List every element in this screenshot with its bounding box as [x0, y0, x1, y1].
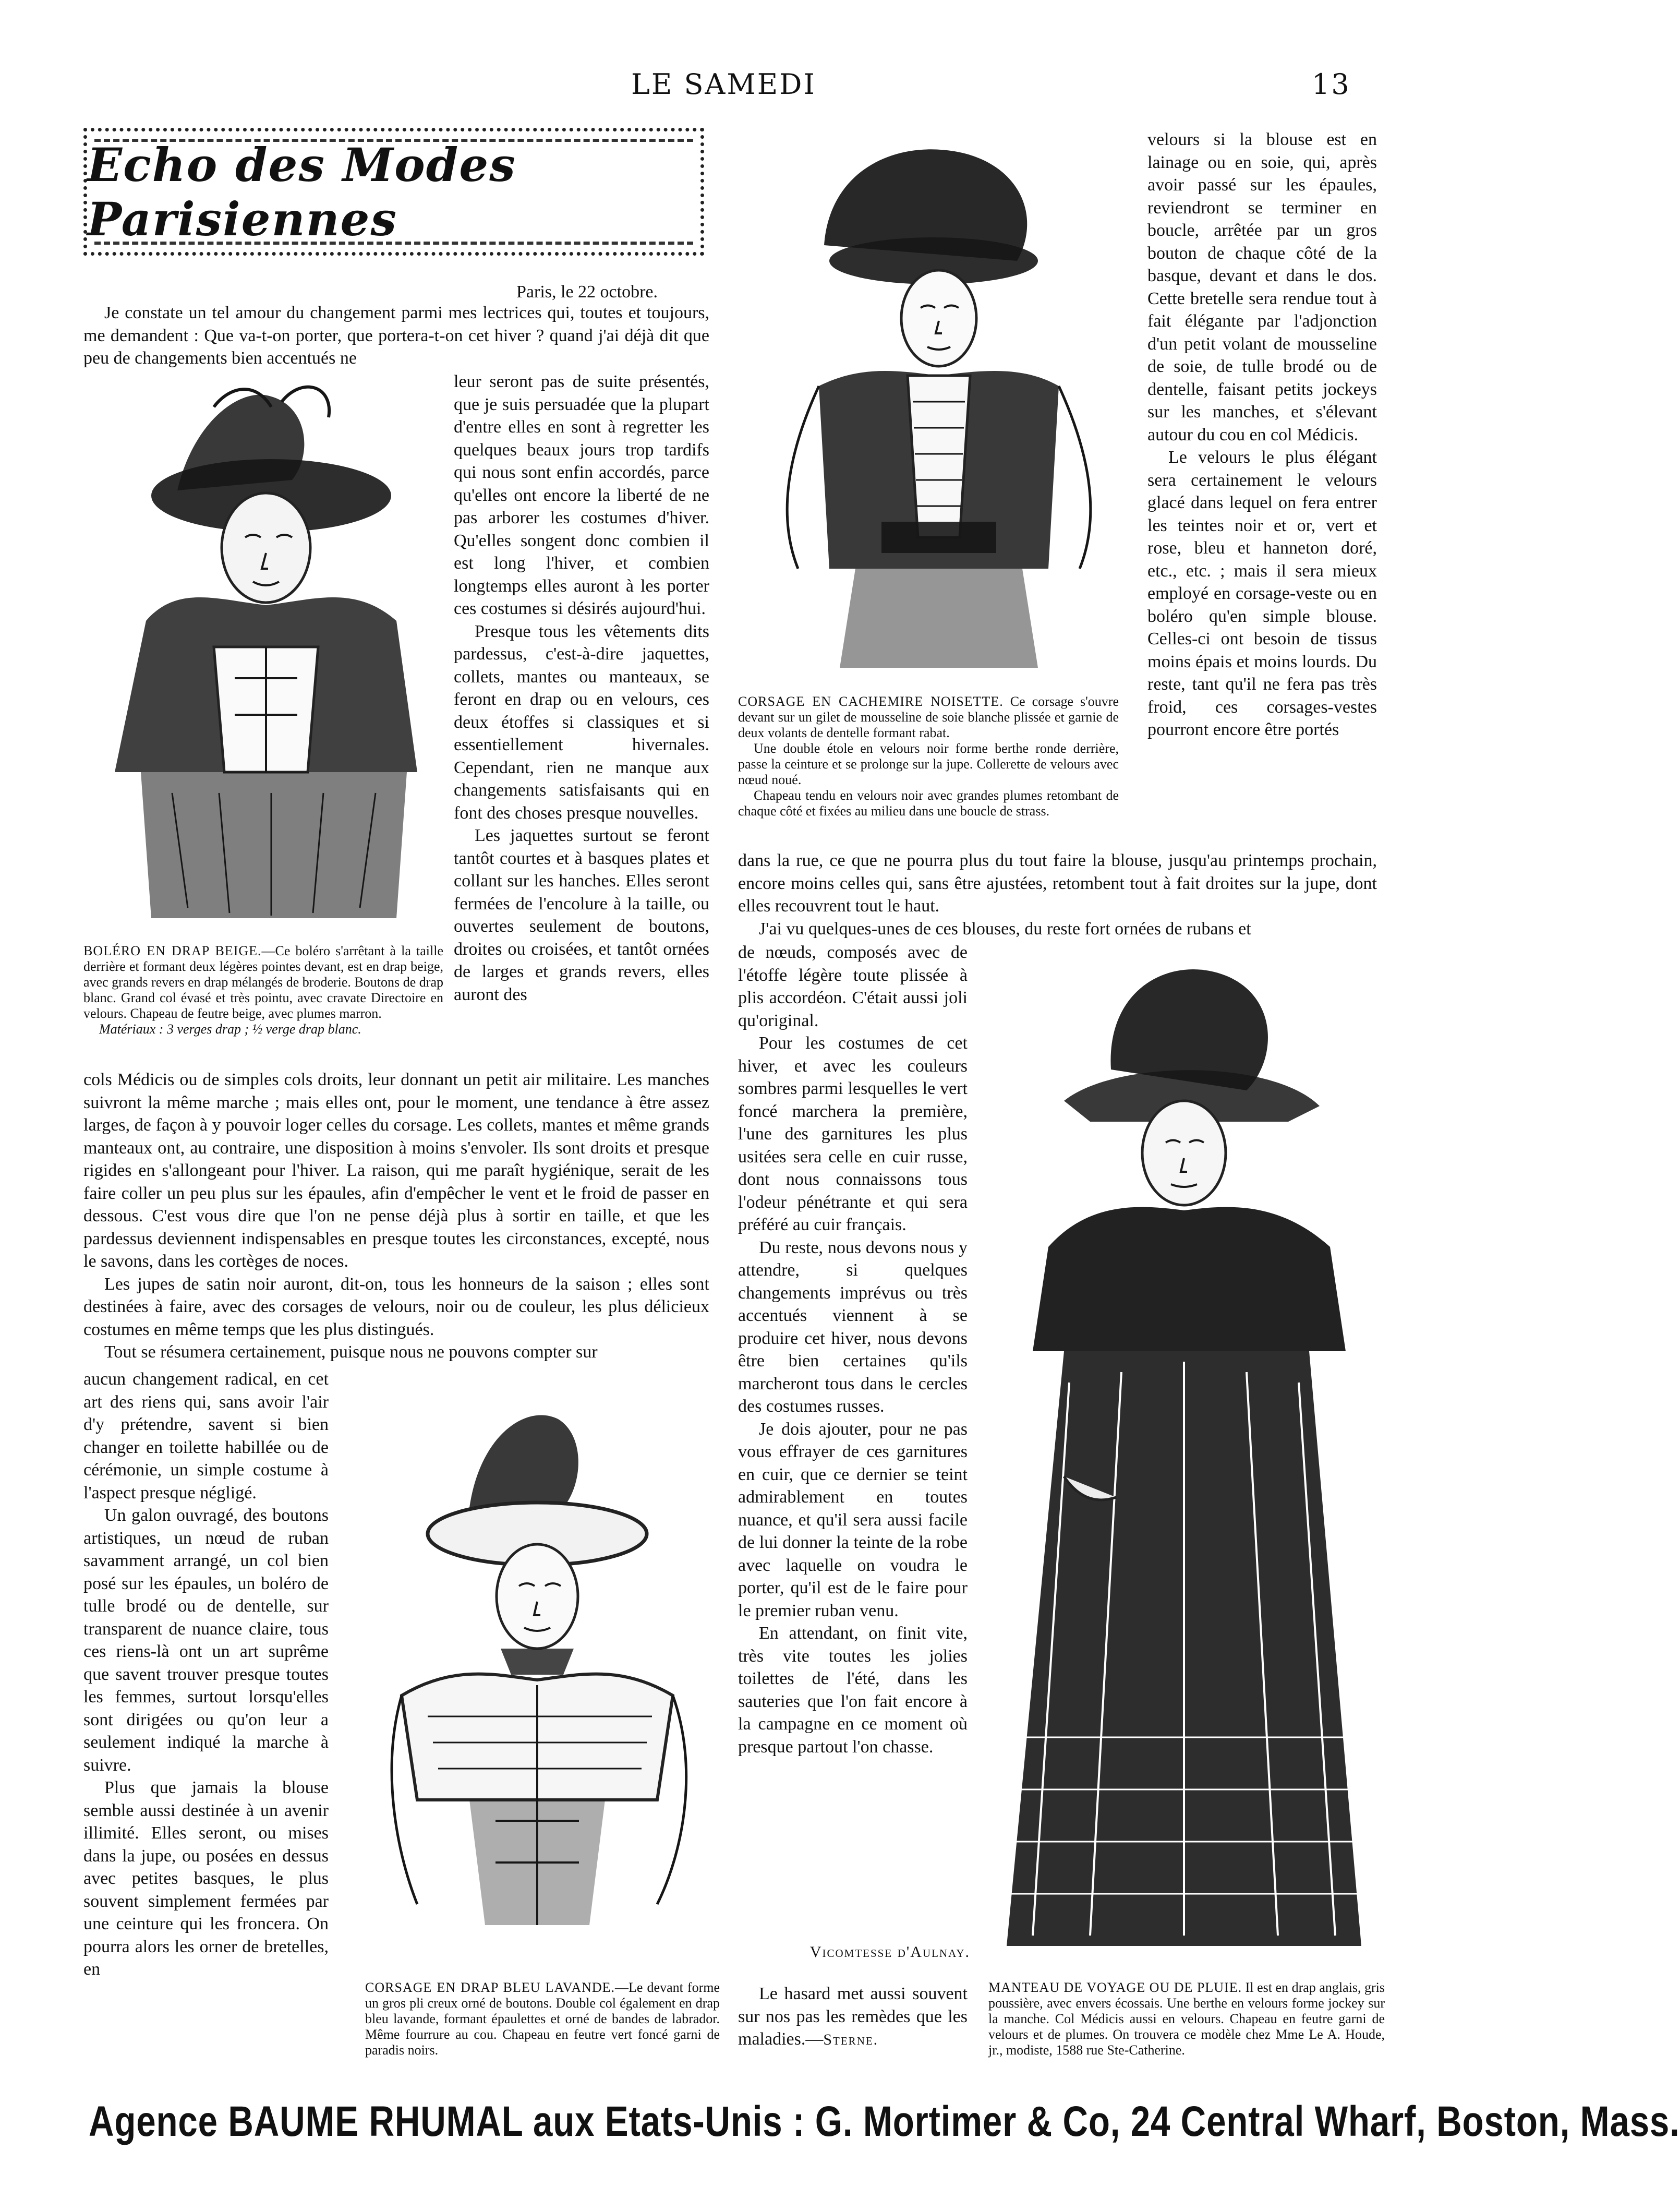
paragraph: Pour les costumes de cet hiver, et avec les couleurs sombres parmi lesquelles le vert foncé marchera la première, l'une des garnitures les plus usitées sera celle en cuir russe, dont nous connaissons tous l'odeur pénétrante et qui sera préféré au cuir français. [738, 1034, 968, 1234]
travel-coat-figure [986, 955, 1382, 1977]
intro-paragraph [83, 302, 709, 370]
cashmere-bodice-figure [725, 141, 1137, 678]
col1-right-text [454, 370, 709, 1006]
paragraph: En attendant, on finit vite, très vite toutes les jolies toilettes de l'été, dans les sauteries que l'on fait encore à la campagne en ce moment où presque partout l'on chasse. [738, 1624, 968, 1757]
quote-text [738, 1982, 968, 2051]
manteau-caption [988, 1980, 1385, 2058]
col3-text [1147, 128, 1377, 741]
paragraph: Les jaquettes surtout se feront tantôt courtes et à basques plates et collant sur les hanches. Elles seront fermées de l'encolure à la taille, ou ouvertes seulement de boutons, droites ou croisées, et tantôt ornées de larges et grands revers, elles auront des [454, 826, 709, 1004]
quote-author: Sterne. [823, 2031, 879, 2048]
paragraph: Un galon ouvragé, des boutons artistiques, un nœud de ruban savamment arrangé, un col bien posé sur les épaules, un boléro de tulle brodé ou de dentelle, sur transparent de nuance claire, tous ces riens-là ont un art suprême que savent trouver presque toutes les femmes, surtout lorsqu'elles sont dirigées ou qu'on leur a seulement indiqué la marche à suivre. [83, 1506, 329, 1775]
paragraph: leur seront pas de suite présentés, que je suis persuadée que la plupart d'entre elles en sont à regretter les quelques beaux jours trop tardifs qui nous sont enfin accordés, parce qu'elles ont encore la liberté de ne pas arborer les costumes d'hiver. Qu'elles songent donc combien il est long l'hiver, et combien longtemps elles auront à les porter ces costumes si désirés aujourd'hui. [454, 372, 709, 618]
section-title: Echo des Modes Parisiennes [87, 137, 516, 246]
caption-head: MANTEAU DE VOYAGE OU DE PLUIE. [988, 1980, 1242, 1995]
paragraph: de nœuds, composés avec de l'étoffe légère toute plissée à plis accordéon. C'était aussi joli qu'original. [738, 943, 968, 1030]
paragraph: Les jupes de satin noir auront, dit-on, tous les honneurs de la saison ; elles sont destinées à faire, avec des corsages de velours, noir ou de couleur, les plus délicieux costumes en même temps que les plus distingués. [83, 1274, 709, 1339]
lavender-bodice-icon [339, 1403, 720, 1977]
section-title-box [83, 128, 704, 256]
paragraph: cols Médicis ou de simples cols droits, leur donnant un petit air militaire. Les manches suivront la même marche ; mais elles ont, pour le moment, une tendance à être assez larges, de façon à y pouvoir loger celles du corsage. Les collets, mantes et même grands manteaux ont, au contraire, une disposition à moins s'envoler. Ils sont droits et presque rigides en s'allongeant pour l'hiver. La raison, qui me paraît hygiénique, serait de les faire coller un peu plus sur les épaules, afin d'empêcher le vent et le froid de passer en dessous. C'est vous dire que l'on ne pense déjà plus à sortir en taille, et que les pardessus deviennent indispensables en presque toutes les circonstances, excepté, nous le savons, dans les cortèges de noces. [83, 1070, 709, 1271]
caption-head: CORSAGE EN DRAP BLEU LAVANDE. [365, 1980, 615, 1995]
footer-advertisement: Agence BAUME RHUMAL aux Etats-Unis : G. Mortimer & Co, 24 Central Wharf, Boston, Mass. [89, 2098, 1680, 2145]
paragraph: Plus que jamais la blouse semble aussi destinée à un avenir illimité. Elles seront, ou mises dans la jupe, ou posées en dessus avec petites basques, le plus souvent simplement fermées par une ceinture qui les froncera. On pourra alors les orner de bretelles, en [83, 1778, 329, 1979]
caption-head: BOLÉRO EN DRAP BEIGE. [83, 943, 262, 958]
running-title: LE SAMEDI [631, 68, 816, 101]
intro-text: Je constate un tel amour du changement parmi mes lectrices qui, toutes et toujours, me demandent : Que va-t-on porter, que portera-t-on cet hiver ? quand j'ai déjà dit que peu de changements bien accentués ne [83, 303, 709, 368]
caption-text-3: Chapeau tendu en velours noir avec grandes plumes retombant de chaque côté et fixées au milieu dans une boucle de strass. [738, 788, 1119, 819]
bolero-caption [83, 943, 443, 1037]
caption-text: —Le devant forme un gros pli creux orné de boutons. Double col également en drap bleu lavande, formant épaulettes et orné de bandes de labrador. Même fourrure au cou. Chapeau en feutre vert foncé garni de paradis noirs. [365, 1980, 720, 2058]
paragraph: Le velours le plus élégant sera certainement le velours glacé dans lequel on fera entrer les teintes noir et or, vert et rose, bleu et hanneton doré, etc., etc. ; mais il sera mieux employé en corsage-veste ou en boléro qu'en simple blouse. Celles-ci ont besoin de tissus moins épais et moins lourds. Du reste, tant qu'il ne fera pas très froid, ces corsages-vestes pourront encore être portés [1147, 448, 1377, 739]
paragraph: Du reste, nous devons nous y attendre, si quelques changements imprévus ou très accentués viennent à se produire cet hiver, nous devons être bien certaines qu'ils marcheront tous dans le cercles des costumes russes. [738, 1237, 968, 1416]
dateline: Paris, le 22 octobre. [516, 282, 658, 302]
cashmere-bodice-icon [725, 141, 1137, 678]
closing-quote [738, 1982, 968, 2051]
travel-coat-icon [986, 955, 1382, 1977]
article-signature: Vicomtesse d'Aulnay. [809, 1943, 970, 1961]
caption-materials: Matériaux : 3 verges drap ; ½ verge drap blanc. [99, 1022, 361, 1037]
plume-hat-figure-icon [83, 376, 443, 934]
bolero-figure [83, 376, 443, 934]
paragraph: velours si la blouse est en lainage ou en soie, qui, après avoir passé sur les épaules, reviendront se terminer en boucle, arrêtée par un gros bouton de chaque côté de la basque, devant et dans le dos. Cette bretelle sera rendue tout à fait élégante par l'adjonction d'un petit volant de mousseline de soie, de tulle brodé ou de dentelle, faisant petits jockeys sur les manches, et s'élevant autour du cou en col Médicis. [1147, 130, 1377, 444]
paragraph: J'ai vu quelques-unes de ces blouses, du reste fort ornées de rubans et [759, 919, 1251, 939]
caption-text-2: Une double étole en velours noir forme berthe ronde derrière, passe la ceinture et se prolonge sur la jupe. Collerette de velours avec nœud noué. [738, 741, 1119, 787]
caption-text: Il est en drap anglais, gris poussière, avec envers écossais. Une berthe en velours forme jockey sur la manche. Col Médicis aussi en velours. Chapeau en feutre garni de velours et de plumes. On trouvera ce modèle chez Mme Le A. Houde, jr., modiste, 1588 rue Ste-Catherine. [988, 1980, 1385, 2058]
paragraph: Tout se résumera certainement, puisque nous ne pouvons compter sur [104, 1342, 598, 1362]
col23-text [738, 849, 1377, 940]
quote-body: Le hasard met aussi souvent sur nos pas les remèdes que les maladies.— [738, 1984, 968, 2049]
col1-full-text [83, 1068, 709, 1364]
lavender-bodice-figure [339, 1403, 720, 1977]
lavender-caption [365, 1980, 720, 2058]
page-number: 13 [1312, 68, 1351, 101]
paragraph: dans la rue, ce que ne pourra plus du tout faire la blouse, jusqu'au printemps prochain, encore moins celles qui, sans être ajustées, retombent tout à fait droites sur la jupe, dont elles recouvrent tout le haut. [738, 851, 1377, 916]
caption-text: —Ce boléro s'arrêtant à la taille derrière et formant deux légères pointes devant, est en drap beige, avec grands revers en drap mélangés de broderie. Boutons de drap blanc. Grand col évasé et très pointu, avec cravate Directoire en velours. Chapeau de feutre beige, avec plumes marron. [83, 943, 443, 1021]
paragraph: Presque tous les vêtements dits pardessus, c'est-à-dire jaquettes, collets, mantes ou manteaux, se feront en drap ou en velours, ces deux étoffes si classiques et si essentiellement hivernales. Cependant, rien ne manque aux changements satisfaisants qui en font des choses presque nouvelles. [454, 621, 709, 823]
cachemire-caption [738, 694, 1119, 819]
paragraph: Je dois ajouter, pour ne pas vous effrayer de ces garnitures en cuir, que ce dernier se teint admirablement en toutes nuance, et qu'il sera aussi facile de lui donner la teinte de la robe avec laquelle on voudra le porter, qu'il est de le faire pour le premier ruban venu. [738, 1419, 968, 1620]
caption-head: CORSAGE EN CACHEMIRE NOISETTE. [738, 694, 1004, 709]
paragraph: aucun changement radical, en cet art des riens qui, sans avoir l'air d'y prétendre, savent si bien changer en toilette habillée ou de cérémonie, un simple costume à l'aspect presque négligé. [83, 1369, 329, 1503]
caption-text: Ce corsage s'ouvre devant sur un gilet de mousseline de soie blanche plissée et garnie de deux volants de dentelle formant rabat. [738, 694, 1119, 740]
col2-text [738, 941, 968, 1758]
col1-narrow-text [83, 1368, 329, 1981]
